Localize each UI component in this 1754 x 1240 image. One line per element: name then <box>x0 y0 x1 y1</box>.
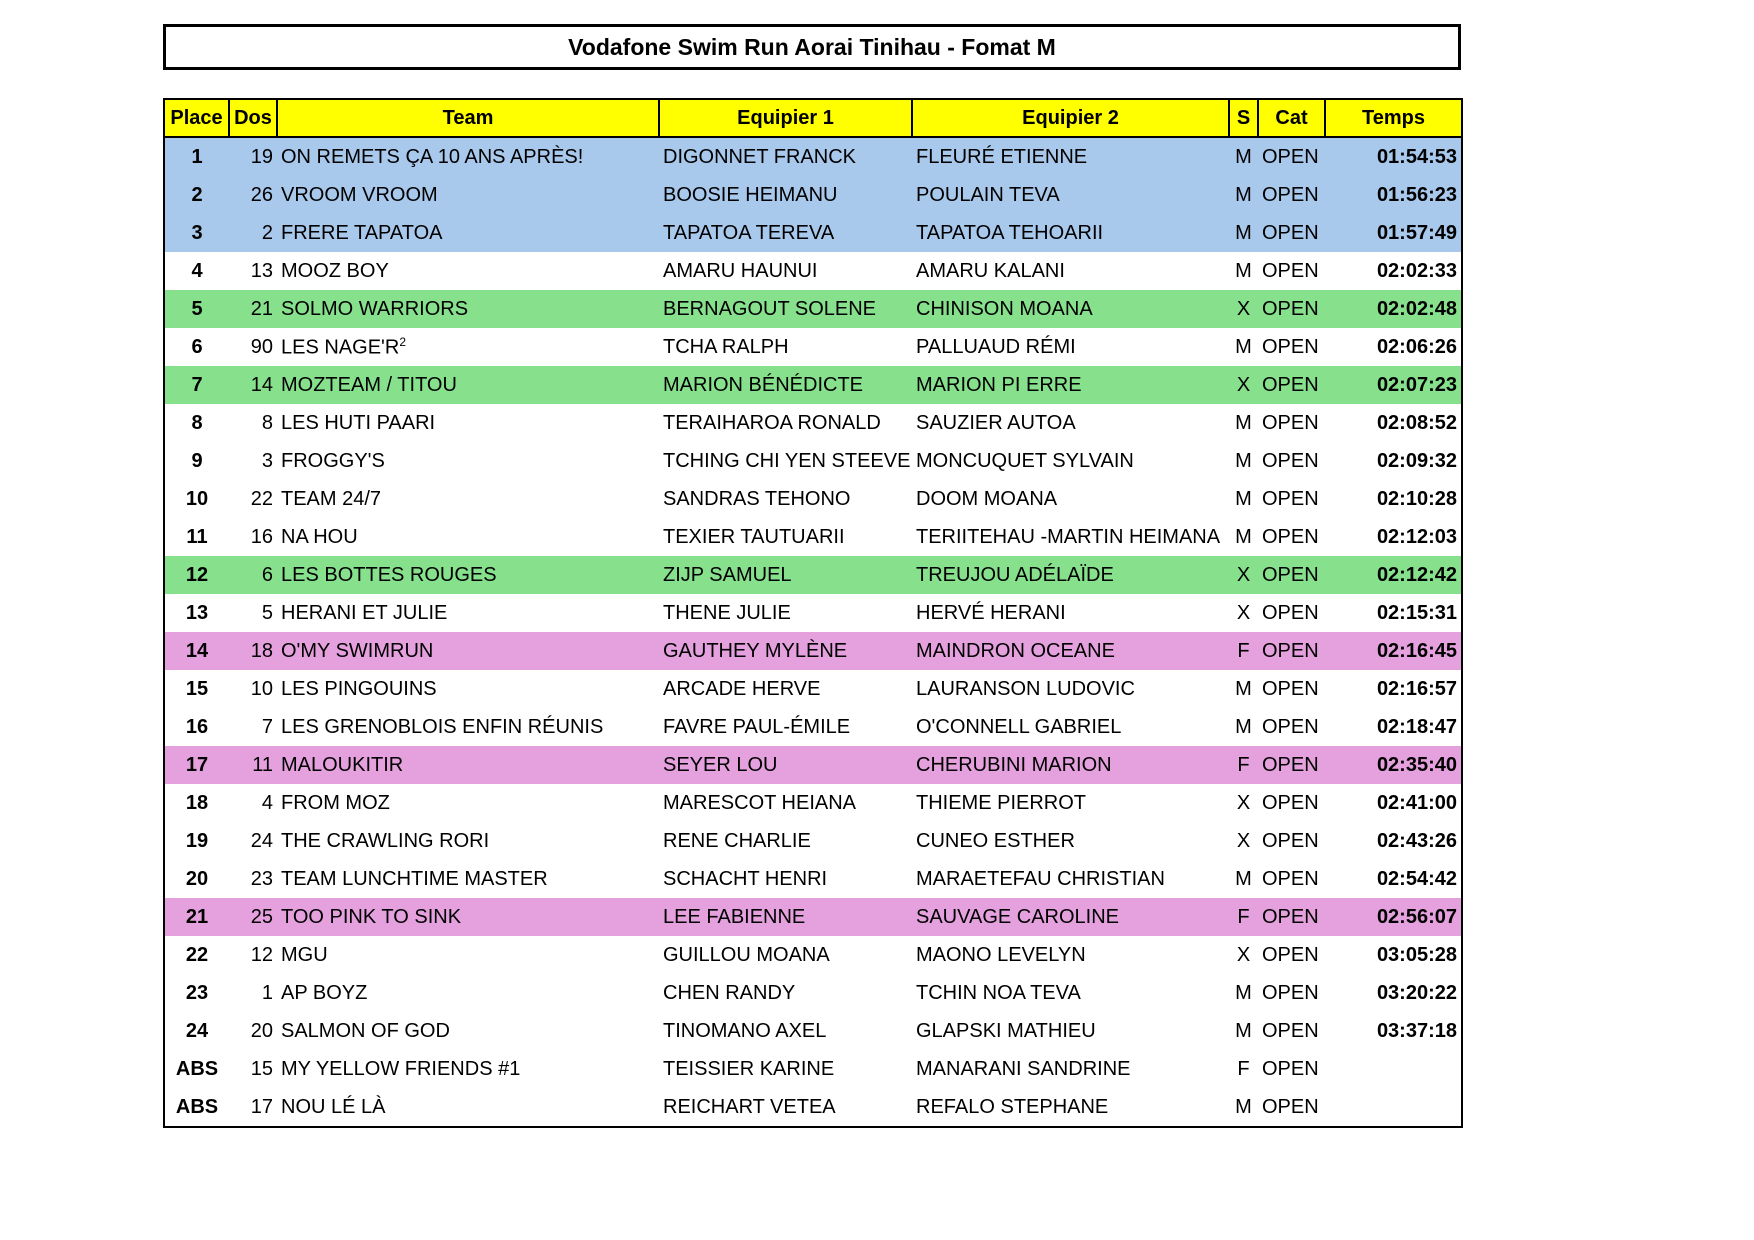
team-cell: MY YELLOW FRIENDS #1 <box>281 1057 521 1080</box>
table-row <box>164 898 1462 936</box>
sex-cell: X <box>1236 563 1251 586</box>
table-row <box>164 860 1462 898</box>
table-row <box>164 480 1462 518</box>
equipier-1-cell: ARCADE HERVE <box>663 677 821 700</box>
sex-cell: X <box>1236 297 1251 320</box>
sex-cell: M <box>1235 525 1252 548</box>
sex-cell: M <box>1235 259 1252 282</box>
page-title: Vodafone Swim Run Aorai Tinihau - Fomat M <box>163 24 1461 70</box>
equipier-1-cell: FAVRE PAUL-ÉMILE <box>663 715 851 738</box>
equipier-2-cell: MARION PI ERRE <box>916 373 1082 396</box>
place-cell: 21 <box>185 905 209 928</box>
time-cell: 01:56:23 <box>1376 183 1457 206</box>
equipier-1-cell: TERAIHAROA RONALD <box>663 411 881 434</box>
equipier-2-cell: CUNEO ESTHER <box>916 829 1075 852</box>
team-cell: MALOUKITIR <box>281 753 404 776</box>
team-cell: SALMON OF GOD <box>281 1019 450 1042</box>
time-cell <box>1325 1050 1462 1088</box>
dos-cell: 11 <box>252 753 273 776</box>
dos-cell: 20 <box>250 1019 273 1042</box>
cat-cell: OPEN <box>1262 487 1319 510</box>
sex-cell: X <box>1236 601 1251 624</box>
time-cell: 02:09:32 <box>1376 449 1457 472</box>
equipier-2-cell: HERVÉ HERANI <box>916 601 1066 624</box>
header-time: Temps <box>1325 99 1462 137</box>
team-cell: MOOZ BOY <box>281 259 389 282</box>
equipier-1-cell: CHEN RANDY <box>663 981 796 1004</box>
team-cell: VROOM VROOM <box>281 183 438 206</box>
table-row <box>164 556 1462 594</box>
place-cell: 7 <box>191 373 203 396</box>
sex-cell: X <box>1236 791 1251 814</box>
cat-cell: OPEN <box>1262 411 1319 434</box>
place-cell: 3 <box>191 221 203 244</box>
sex-cell: M <box>1235 449 1252 472</box>
table-row <box>164 594 1462 632</box>
sex-cell: X <box>1236 943 1251 966</box>
table-row <box>164 214 1462 252</box>
cat-cell: OPEN <box>1262 715 1319 738</box>
dos-cell: 14 <box>250 373 273 396</box>
header-place: Place <box>164 99 229 137</box>
table-row <box>164 746 1462 784</box>
dos-cell: 25 <box>250 905 273 928</box>
equipier-1-cell: TCHA RALPH <box>663 335 789 358</box>
sex-cell: X <box>1236 829 1251 852</box>
cat-cell: OPEN <box>1262 297 1319 320</box>
equipier-1-cell: BOOSIE HEIMANU <box>663 183 838 206</box>
time-cell: 02:43:26 <box>1376 829 1457 852</box>
sex-cell: M <box>1235 1095 1252 1118</box>
team-cell <box>277 328 659 366</box>
table-row <box>164 1012 1462 1050</box>
dos-cell: 6 <box>261 563 273 586</box>
sex-cell: F <box>1237 1057 1250 1080</box>
cat-cell: OPEN <box>1262 867 1319 890</box>
team-cell: LES BOTTES ROUGES <box>281 563 497 586</box>
dos-cell: 26 <box>250 183 273 206</box>
equipier-2-cell: SAUVAGE CAROLINE <box>916 905 1120 928</box>
cat-cell: OPEN <box>1262 829 1319 852</box>
dos-cell: 3 <box>261 449 273 472</box>
equipier-1-cell: TEXIER TAUTUARII <box>663 525 845 548</box>
sex-cell: M <box>1235 677 1252 700</box>
sex-cell: M <box>1235 221 1252 244</box>
place-cell: 18 <box>185 791 209 814</box>
equipier-2-cell: TCHIN NOA TEVA <box>916 981 1081 1004</box>
team-cell: FROM MOZ <box>281 791 390 814</box>
equipier-1-cell: SEYER LOU <box>663 753 778 776</box>
equipier-1-cell: SCHACHT HENRI <box>663 867 828 890</box>
equipier-1-cell: LEE FABIENNE <box>663 905 806 928</box>
header-cat: Cat <box>1258 99 1325 137</box>
results-table <box>163 98 1463 1128</box>
equipier-1-cell: SANDRAS TEHONO <box>663 487 851 510</box>
time-cell: 02:16:45 <box>1376 639 1457 662</box>
place-cell: 17 <box>185 753 209 776</box>
table-row <box>164 822 1462 860</box>
place-cell: 5 <box>191 297 203 320</box>
dos-cell: 8 <box>261 411 273 434</box>
equipier-1-cell: GAUTHEY MYLÈNE <box>663 639 848 662</box>
equipier-1-cell: ZIJP SAMUEL <box>663 563 792 586</box>
sex-cell: M <box>1235 1019 1252 1042</box>
dos-cell: 13 <box>250 259 273 282</box>
place-cell: 2 <box>191 183 203 206</box>
cat-cell: OPEN <box>1262 677 1319 700</box>
sex-cell: M <box>1235 867 1252 890</box>
sex-cell: M <box>1235 411 1252 434</box>
team-cell: LES HUTI PAARI <box>281 411 436 434</box>
time-cell: 02:54:42 <box>1376 867 1457 890</box>
equipier-1-cell: BERNAGOUT SOLENE <box>663 297 877 320</box>
time-cell: 01:54:53 <box>1376 145 1457 168</box>
table-row <box>164 632 1462 670</box>
time-cell: 02:12:03 <box>1376 525 1457 548</box>
team-cell: FROGGY'S <box>281 449 385 472</box>
time-cell: 02:07:23 <box>1376 373 1457 396</box>
sex-cell: F <box>1237 753 1250 776</box>
cat-cell: OPEN <box>1262 259 1319 282</box>
cat-cell: OPEN <box>1262 639 1319 662</box>
team-cell: SOLMO WARRIORS <box>281 297 469 320</box>
place-cell: 15 <box>185 677 209 700</box>
place-cell: 19 <box>185 829 209 852</box>
table-row <box>164 974 1462 1012</box>
place-cell: 1 <box>191 145 203 168</box>
table-row <box>164 252 1462 290</box>
table-row <box>164 708 1462 746</box>
cat-cell: OPEN <box>1262 981 1319 1004</box>
team-cell: LES GRENOBLOIS ENFIN RÉUNIS <box>281 715 604 738</box>
equipier-2-cell: FLEURÉ ETIENNE <box>916 145 1088 168</box>
place-cell: 10 <box>185 487 209 510</box>
header-equipier-1: Equipier 1 <box>659 99 912 137</box>
team-cell: TOO PINK TO SINK <box>281 905 462 928</box>
dos-cell: 16 <box>250 525 273 548</box>
time-cell: 02:41:00 <box>1376 791 1457 814</box>
cat-cell: OPEN <box>1262 905 1319 928</box>
equipier-2-cell: CHINISON MOANA <box>916 297 1093 320</box>
dos-cell: 2 <box>261 221 273 244</box>
team-cell: MOZTEAM / TITOU <box>281 373 457 396</box>
place-cell: 9 <box>191 449 203 472</box>
dos-cell: 12 <box>250 943 273 966</box>
time-cell: 02:10:28 <box>1376 487 1457 510</box>
equipier-2-cell: TERIITEHAU -MARTIN HEIMANA <box>916 525 1221 548</box>
team-cell: ON REMETS ÇA 10 ANS APRÈS! <box>281 145 584 168</box>
team-cell: THE CRAWLING RORI <box>281 829 490 852</box>
team-superscript: 2 <box>399 334 406 349</box>
equipier-2-cell: PALLUAUD RÉMI <box>916 335 1076 358</box>
dos-cell: 7 <box>261 715 273 738</box>
place-cell: ABS <box>175 1095 219 1118</box>
time-cell: 02:15:31 <box>1376 601 1457 624</box>
table-row <box>164 404 1462 442</box>
table-row <box>164 784 1462 822</box>
header-row <box>164 99 1462 137</box>
time-cell: 03:37:18 <box>1376 1019 1457 1042</box>
sex-cell: M <box>1235 715 1252 738</box>
equipier-1-cell: MARESCOT HEIANA <box>663 791 856 814</box>
equipier-2-cell: SAUZIER AUTOA <box>916 411 1076 434</box>
team-cell: LES PINGOUINS <box>281 677 437 700</box>
dos-cell: 19 <box>250 145 273 168</box>
cat-cell: OPEN <box>1262 525 1319 548</box>
equipier-2-cell: GLAPSKI MATHIEU <box>916 1019 1096 1042</box>
time-cell: 01:57:49 <box>1376 221 1457 244</box>
cat-cell: OPEN <box>1262 943 1319 966</box>
cat-cell: OPEN <box>1262 791 1319 814</box>
place-cell: 22 <box>185 943 209 966</box>
team-cell: FRERE TAPATOA <box>281 221 443 244</box>
table-row <box>164 670 1462 708</box>
dos-cell: 1 <box>261 981 273 1004</box>
sex-cell: M <box>1235 335 1252 358</box>
equipier-1-cell: THENE JULIE <box>663 601 791 624</box>
dos-cell: 21 <box>250 297 273 320</box>
table-row <box>164 176 1462 214</box>
dos-cell: 4 <box>261 791 273 814</box>
dos-cell: 22 <box>250 487 273 510</box>
header-dos: Dos <box>229 99 277 137</box>
cat-cell: OPEN <box>1262 373 1319 396</box>
team-cell: O'MY SWIMRUN <box>281 639 434 662</box>
dos-cell: 15 <box>250 1057 273 1080</box>
sex-cell: F <box>1237 905 1250 928</box>
time-cell: 02:18:47 <box>1376 715 1457 738</box>
dos-cell: 24 <box>250 829 273 852</box>
equipier-1-cell: GUILLOU MOANA <box>663 943 830 966</box>
equipier-2-cell: TAPATOA TEHOARII <box>916 221 1104 244</box>
header-equipier-2: Equipier 2 <box>912 99 1229 137</box>
place-cell: 23 <box>185 981 209 1004</box>
time-cell: 02:02:48 <box>1376 297 1457 320</box>
time-cell: 02:02:33 <box>1376 259 1457 282</box>
cat-cell: OPEN <box>1262 1095 1319 1118</box>
cat-cell: OPEN <box>1262 335 1319 358</box>
time-cell: 02:06:26 <box>1376 335 1457 358</box>
equipier-2-cell: MONCUQUET SYLVAIN <box>916 449 1134 472</box>
equipier-2-cell: DOOM MOANA <box>916 487 1058 510</box>
cat-cell: OPEN <box>1262 145 1319 168</box>
equipier-1-cell: RENE CHARLIE <box>663 829 811 852</box>
place-cell: 12 <box>185 563 209 586</box>
team-cell: NA HOU <box>281 525 358 548</box>
team-name: LES NAGE'R <box>281 336 400 359</box>
table-row <box>164 290 1462 328</box>
table-row <box>164 518 1462 556</box>
place-cell: 11 <box>186 525 208 548</box>
time-cell: 03:05:28 <box>1376 943 1457 966</box>
sex-cell: M <box>1235 183 1252 206</box>
cat-cell: OPEN <box>1262 183 1319 206</box>
cat-cell: OPEN <box>1262 1019 1319 1042</box>
team-cell: NOU LÉ LÀ <box>281 1095 386 1118</box>
equipier-1-cell: REICHART VETEA <box>663 1095 836 1118</box>
equipier-2-cell: LAURANSON LUDOVIC <box>916 677 1135 700</box>
place-cell: ABS <box>175 1057 219 1080</box>
place-cell: 14 <box>185 639 209 662</box>
equipier-1-cell: TAPATOA TEREVA <box>663 221 835 244</box>
time-cell: 02:35:40 <box>1376 753 1457 776</box>
place-cell: 8 <box>191 411 203 434</box>
sex-cell: M <box>1235 981 1252 1004</box>
results-body <box>164 137 1462 1127</box>
equipier-2-cell: MARAETEFAU CHRISTIAN <box>916 867 1165 890</box>
place-cell: 24 <box>185 1019 209 1042</box>
team-cell: AP BOYZ <box>281 981 368 1004</box>
sex-cell: F <box>1237 639 1250 662</box>
equipier-2-cell: AMARU KALANI <box>916 259 1065 282</box>
equipier-1-cell: AMARU HAUNUI <box>663 259 818 282</box>
dos-cell: 10 <box>250 677 273 700</box>
place-cell: 13 <box>185 601 209 624</box>
equipier-1-cell: TEISSIER KARINE <box>663 1057 835 1080</box>
equipier-2-cell: REFALO STEPHANE <box>916 1095 1109 1118</box>
cat-cell: OPEN <box>1262 449 1319 472</box>
table-row <box>164 1050 1462 1088</box>
dos-cell: 90 <box>250 335 273 358</box>
dos-cell: 17 <box>250 1095 273 1118</box>
place-cell: 16 <box>185 715 209 738</box>
equipier-2-cell: MANARANI SANDRINE <box>916 1057 1131 1080</box>
sex-cell: M <box>1235 487 1252 510</box>
cat-cell: OPEN <box>1262 753 1319 776</box>
equipier-2-cell: MAINDRON OCEANE <box>916 639 1115 662</box>
team-cell: TEAM 24/7 <box>281 487 382 510</box>
equipier-2-cell: CHERUBINI MARION <box>916 753 1112 776</box>
equipier-2-cell: MAONO LEVELYN <box>916 943 1086 966</box>
sex-cell: M <box>1235 145 1252 168</box>
table-row <box>164 936 1462 974</box>
dos-cell: 23 <box>250 867 273 890</box>
dos-cell: 18 <box>250 639 273 662</box>
team-cell: MGU <box>281 943 328 966</box>
table-row <box>164 328 1462 366</box>
table-row <box>164 366 1462 404</box>
equipier-1-cell: DIGONNET FRANCK <box>663 145 856 168</box>
table-row <box>164 442 1462 480</box>
equipier-1-cell: TINOMANO AXEL <box>663 1019 827 1042</box>
time-cell: 02:08:52 <box>1376 411 1457 434</box>
equipier-1-cell: MARION BÉNÉDICTE <box>663 373 864 396</box>
cat-cell: OPEN <box>1262 1057 1319 1080</box>
table-row <box>164 137 1462 176</box>
team-cell: TEAM LUNCHTIME MASTER <box>281 867 548 890</box>
place-cell: 4 <box>191 259 203 282</box>
header-sex: S <box>1229 99 1258 137</box>
equipier-2-cell: THIEME PIERROT <box>916 791 1087 814</box>
cat-cell: OPEN <box>1262 221 1319 244</box>
sex-cell: X <box>1236 373 1251 396</box>
time-cell <box>1325 1088 1462 1127</box>
place-cell: 20 <box>185 867 209 890</box>
place-cell: 6 <box>191 335 203 358</box>
equipier-2-cell: TREUJOU ADÉLAÏDE <box>916 563 1114 586</box>
time-cell: 03:20:22 <box>1376 981 1457 1004</box>
equipier-2-cell: POULAIN TEVA <box>916 183 1060 206</box>
header-team: Team <box>277 99 659 137</box>
table-row <box>164 1088 1462 1127</box>
cat-cell: OPEN <box>1262 601 1319 624</box>
time-cell: 02:12:42 <box>1376 563 1457 586</box>
equipier-2-cell: O'CONNELL GABRIEL <box>916 715 1122 738</box>
team-cell: HERANI ET JULIE <box>281 601 448 624</box>
equipier-1-cell: TCHING CHI YEN STEEVE <box>663 449 911 472</box>
cat-cell: OPEN <box>1262 563 1319 586</box>
time-cell: 02:56:07 <box>1376 905 1457 928</box>
time-cell: 02:16:57 <box>1376 677 1457 700</box>
dos-cell: 5 <box>261 601 273 624</box>
